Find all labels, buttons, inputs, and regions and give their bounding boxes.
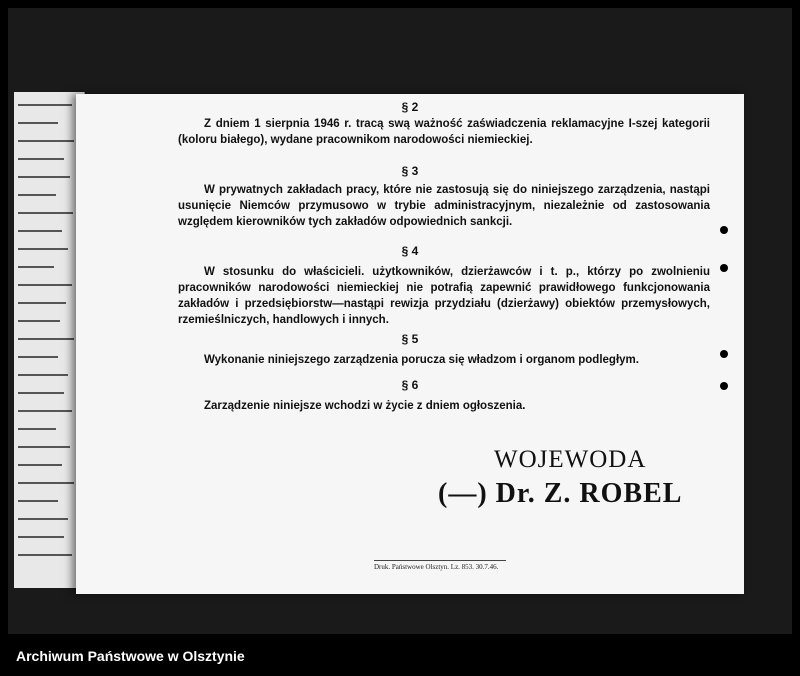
binder-hole xyxy=(720,382,728,390)
section-text-3: W prywatnych zakładach pracy, które nie zastosują się do niniejszego zarządzenia, nastąpi usunięcie Niemców przymusowo w trybie administracyjnym, niezależnie od zastosowania względem kierowników tych zakładów odpowiednich sankcji. xyxy=(178,184,710,228)
signatory-title: WOJEWODA xyxy=(494,446,647,473)
back-text-line xyxy=(18,248,68,250)
section-text-2: Z dniem 1 sierpnia 1946 r. tracą swą ważność zaświadczenia reklamacyjne I-szej kategorii (koloru białego), wydane pracownikom narodowości niemieckiej. xyxy=(178,118,710,146)
back-text-line xyxy=(18,320,60,322)
back-text-line xyxy=(18,284,72,286)
back-text-line xyxy=(18,536,64,538)
back-text-line xyxy=(18,122,58,124)
scan-frame xyxy=(8,8,792,634)
binder-hole xyxy=(720,226,728,234)
back-text-line xyxy=(18,194,56,196)
back-text-line xyxy=(18,374,68,376)
archive-name: Archiwum Państwowe w Olsztynie xyxy=(16,648,245,664)
back-text-line xyxy=(18,212,73,214)
back-text-line xyxy=(18,500,58,502)
binder-hole xyxy=(720,264,728,272)
back-text-line xyxy=(18,140,74,142)
back-text-line xyxy=(18,356,58,358)
section-sign-2: § 2 xyxy=(401,100,419,114)
section-text-6: Zarządzenie niniejsze wchodzi w życie z dniem ogłoszenia. xyxy=(204,400,526,412)
back-text-line xyxy=(18,266,54,268)
signature: (—) Dr. Z. ROBEL xyxy=(438,478,683,509)
back-text-line xyxy=(18,464,62,466)
back-text-line xyxy=(18,230,62,232)
back-text-line xyxy=(18,410,72,412)
back-text-line xyxy=(18,104,72,106)
document-sheet xyxy=(76,94,744,594)
section-text-4: W stosunku do właścicieli. użytkowników, dzierżawców i t. p., którzy po zwolnieniu pracowników narodowości niemieckiej nie potrafią zapewnić prawidłowego funkcjonowania zakładów i przedsiębiorstw—nastąpi rewizja przydziału (dzierżawy) obiektów przemysłowych, rzemieślniczych, handlowych i innych. xyxy=(178,266,710,326)
back-text-line xyxy=(18,518,68,520)
back-text-line xyxy=(18,158,64,160)
section-sign-3: § 3 xyxy=(401,164,419,178)
back-text-line xyxy=(18,392,64,394)
back-text-line xyxy=(18,446,70,448)
section-sign-6: § 6 xyxy=(401,378,419,392)
section-text-5: Wykonanie niniejszego zarządzenia porucza się władzom i organom podległym. xyxy=(204,354,639,366)
binder-hole xyxy=(720,350,728,358)
back-text-line xyxy=(18,482,74,484)
printer-rule xyxy=(374,560,506,561)
back-text-line xyxy=(18,338,74,340)
back-text-line xyxy=(18,302,66,304)
back-text-line xyxy=(18,176,70,178)
underlying-sheet xyxy=(14,92,85,588)
back-text-line xyxy=(18,554,72,556)
section-sign-5: § 5 xyxy=(401,332,419,346)
printer-note: Druk. Państwowe Olsztyn. Lz. 853. 30.7.46. xyxy=(374,563,499,571)
section-sign-4: § 4 xyxy=(401,244,419,258)
back-text-line xyxy=(18,428,56,430)
